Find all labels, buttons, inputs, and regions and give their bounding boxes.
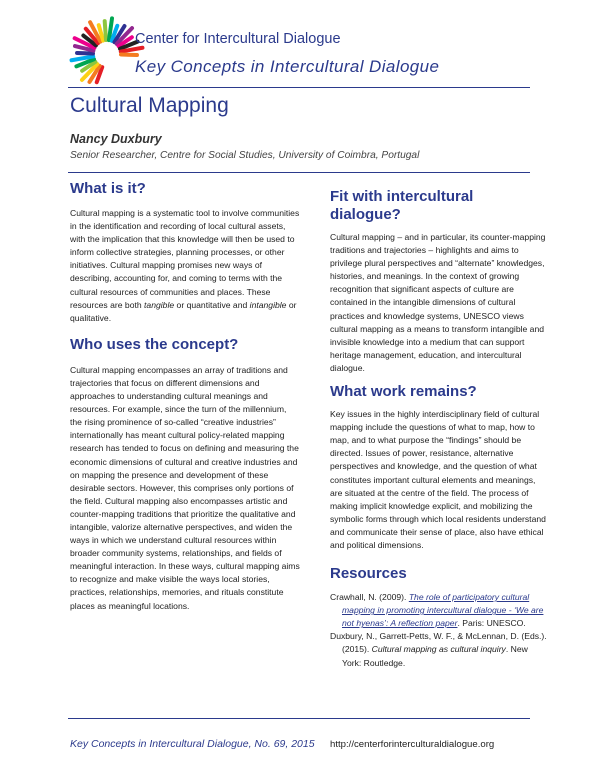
footer-citation: Key Concepts in Intercultural Dialogue, No. 69, 2015 (70, 738, 315, 750)
reference-link-crawhall[interactable]: The role of participatory cultural mapping in promoting intercultural dialogue - ‘We are not hyenas’: A reflection paper (342, 592, 544, 629)
section-text-fit: Cultural mapping – and in particular, its counter-mapping traditions and trajectories – highlights and aims to privilege plural perspectives and “alternate” knowledges, histories, and meanings. In the context of growing recognition that significant aspects of culture are contained in the intangible dimensions of cultural practices and knowledge systems, UNESCO views cultural mapping as a means to transform intangible and invisible knowledge into a medium that can support heritage management, education, and intercultural dialogue. (330, 232, 546, 373)
section-text-what: Cultural mapping is a systematic tool to involve communities in the identification and recording of local cultural assets, with the implication that this knowledge will then be used to inform collective strategies, planning processes, or other initiatives. Cultural mapping promises new ways of describing, accounting for, and coming to terms with the cultural resources of communities and places. These resources are both tangible or quantitative and intangible or qualitative. (70, 208, 300, 323)
logo-ray (77, 53, 93, 54)
author-name: Nancy Duxbury (70, 132, 162, 146)
section-heading-remains: What work remains? (330, 383, 477, 401)
section-text-remains: Key issues in the highly interdisciplinary field of cultural mapping include the questions of what to map, how to map, and to what purpose the “findings” should be directed. Issues of power, resistance, alternative perspectives and knowledge, and the question of what constitutes important cultural elements and meanings, are situated at the centre of the field. The process of making implicit knowledge explicit, and mobilizing the symbolic forms through which local residents understand and communicate their sense of place, also have ethical and political dimensions. (330, 409, 546, 550)
title-divider (68, 172, 530, 173)
header-divider (68, 87, 530, 88)
organization-name: Center for Intercultural Dialogue (135, 31, 341, 47)
right-column (330, 188, 548, 670)
footer-url[interactable]: http://centerforinterculturaldialogue.org (330, 739, 495, 750)
left-column (70, 180, 300, 613)
section-heading-fit: Fit with intercultural dialogue? (330, 188, 474, 223)
footer-divider (68, 718, 530, 719)
author-affiliation: Senior Researcher, Centre for Social Studies, University of Coimbra, Portugal (70, 150, 420, 161)
section-heading-who: Who uses the concept? (70, 335, 239, 353)
page-title: Cultural Mapping (70, 94, 229, 117)
section-heading-what: What is it? (70, 180, 146, 197)
section-heading-resources: Resources (330, 565, 407, 583)
center-logo-icon (62, 14, 162, 94)
series-title: Key Concepts in Intercultural Dialogue (135, 57, 440, 76)
logo-ray (121, 54, 137, 55)
reference-crawhall: Crawhall, N. (2009). The role of participatory cultural mapping in promoting intercultural dialogue - ‘We are not hyenas’: A reflection paper. Paris: UNESCO. (330, 592, 544, 629)
section-text-who: Cultural mapping encompasses an array of traditions and trajectories that focus on different dimensions and approaches to understanding cultural meanings and resources. For example, since the turn of the millennium, the rising prominence of so-called “creative industries” internationally has meant cultural policy-related mapping research has tended to focus on defining and measuring the economic dimensions of cultural and creative industries and on mapping the presence and development of these desirable sectors. However, this comprises only portions of the field. Cultural mapping also encompasses artistic and counter-mapping traditions that prioritize the qualitative and intangible, valorize alternative perspectives, and widen the ways in which we understand cultural resources within broader community systems, relationships, and fields of meaningful interaction. In these ways, cultural mapping aims to recognize and make visible the ways local stories, practices, relationships, memories, and rituals constitute places as meaningful locations. (70, 364, 300, 611)
reference-duxbury: Duxbury, N., Garrett-Petts, W. F., & McLennan, D. (Eds.). (2015). Cultural mapping as cultural inquiry. New York: Routledge. (330, 631, 547, 668)
logo-ray (105, 21, 106, 40)
